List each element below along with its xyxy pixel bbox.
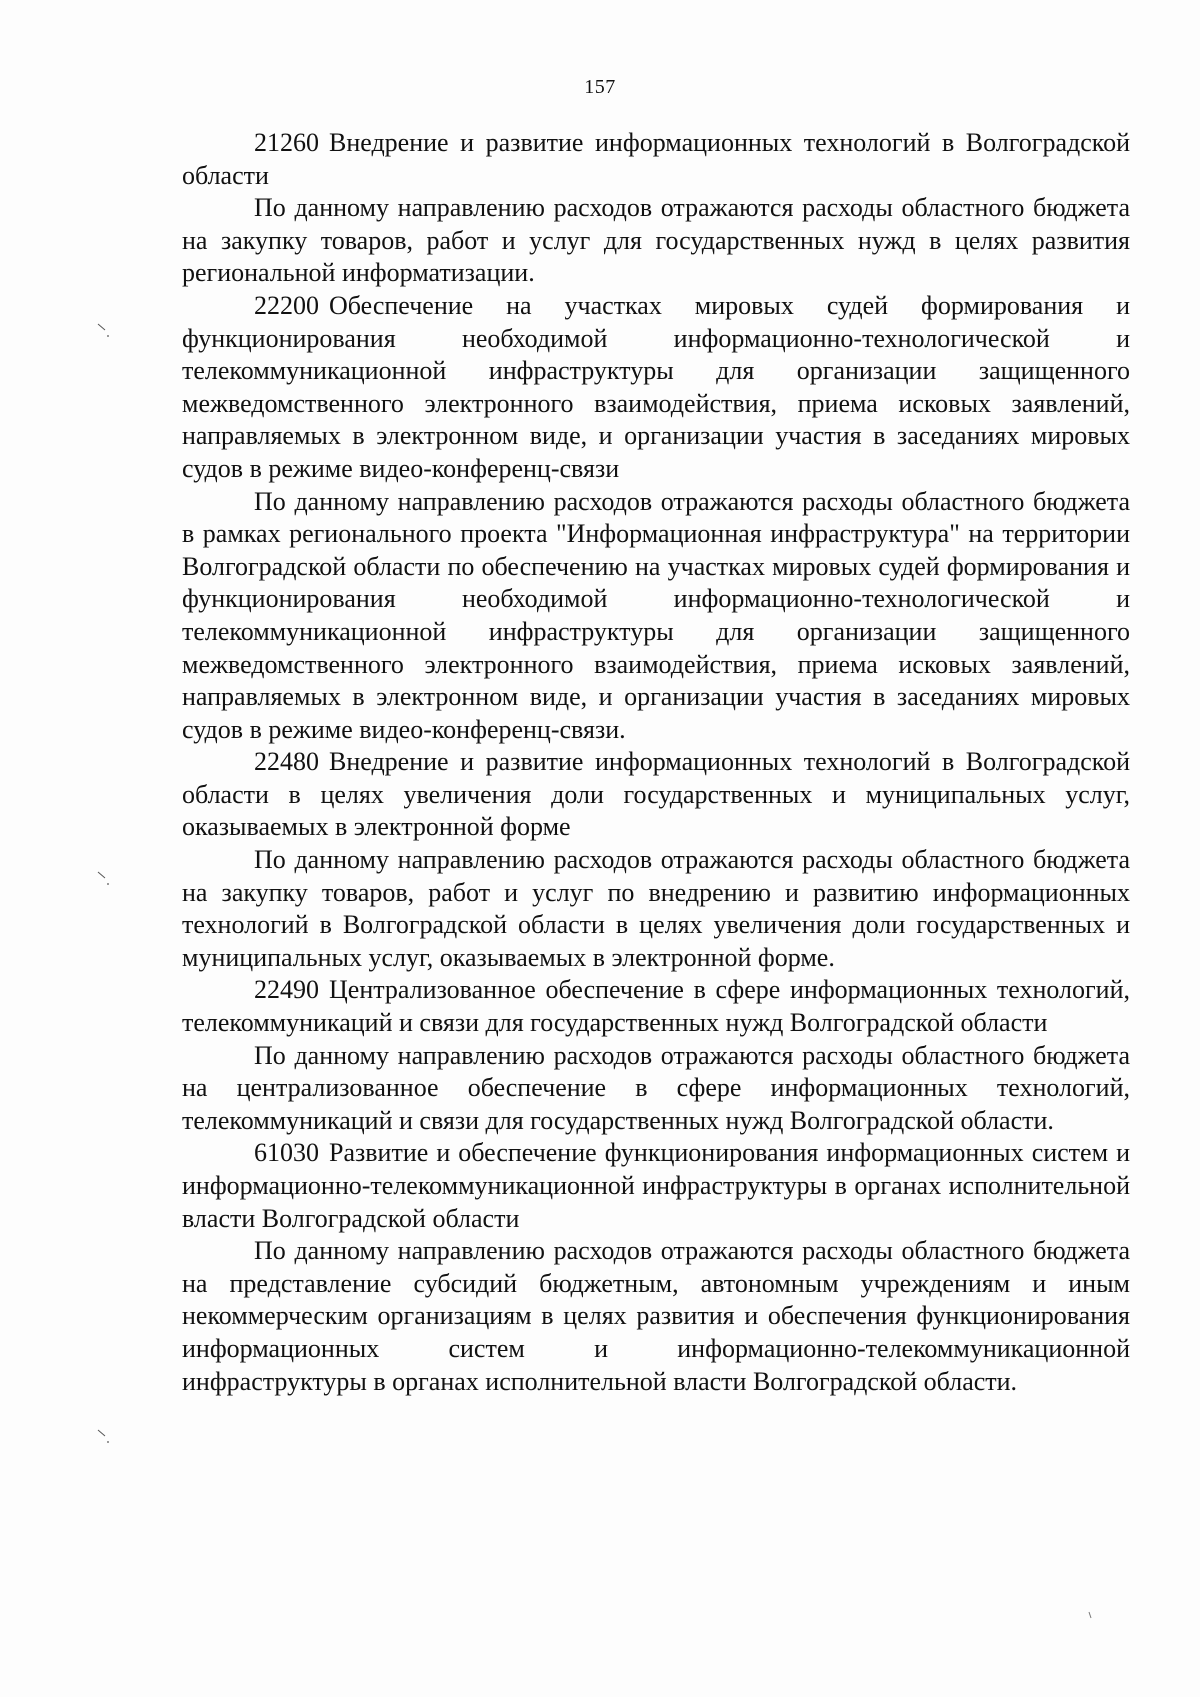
scan-artifact-mark — [97, 1428, 111, 1446]
section-heading — [182, 746, 1130, 844]
budget-code: 22480 — [254, 747, 319, 777]
section-description: По данному направлению расходов отражаются расходы областного бюджета на закупку товаров, работ и услуг по внедрению и развитию информационных технологий в Волгоградской области в целях увеличения доли государственных и муниципальных услуг, оказываемых в электронной форме. — [182, 845, 1130, 972]
section-description: По данному направлению расходов отражаются расходы областного бюджета на закупку товаров, работ и услуг для государственных нужд в целях развития региональной информатизации. — [182, 193, 1130, 288]
section-title: Централизованное обеспечение в сфере информационных технологий, телекоммуникаций и связи для государственных нужд Волгоградской области — [182, 975, 1130, 1038]
budget-code: 22200 — [254, 290, 319, 320]
section-description: По данному направлению расходов отражаются расходы областного бюджета на централизованное обеспечение в сфере информационных технологий, телекоммуникаций и связи для государственных нужд Волгоградской области. — [182, 1040, 1130, 1135]
scan-artifact-mark — [97, 870, 111, 888]
scan-artifact-mark — [97, 322, 111, 340]
section-title: Внедрение и развитие информационных технологий в Волгоградской области в целях увеличения доли государственных и муниципальных услуг, оказываемых в электронной форме — [182, 747, 1130, 842]
scan-artifact-mark — [1086, 1608, 1100, 1626]
section-title: Внедрение и развитие информационных технологий в Волгоградской области — [182, 128, 1130, 190]
document-body — [182, 127, 1130, 1398]
section-heading — [182, 127, 1130, 192]
budget-code: 22490 — [254, 975, 319, 1005]
section-title: Обеспечение на участках мировых судей формирования и функционирования необходимой информационно-технологической и телекоммуникационной инфраструктуры для организации защищенного межведомственного электронного взаимодействия, приема исковых заявлений, направляемых в электронном виде, и организации участия в заседаниях мировых судов в режиме видео-конференц-связи — [182, 290, 1130, 483]
section-heading — [182, 290, 1130, 486]
section-description: По данному направлению расходов отражаются расходы областного бюджета на представление субсидий бюджетным, автономным учреждениям и иным некоммерческим организациям в целях развития и обеспечения функционирования информационных систем и информационно-телекоммуникационной инфраструктуры в органах исполнительной власти Волгоградской области. — [182, 1236, 1130, 1396]
section-title: Развитие и обеспечение функционирования информационных систем и информационно-телекоммуникационной инфраструктуры в органах исполнительной власти Волгоградской области — [182, 1138, 1130, 1233]
section-description: По данному направлению расходов отражаются расходы областного бюджета в рамках регионального проекта "Информационная инфраструктура" на территории Волгоградской области по обеспечению на участках мировых судей формирования и функционирования необходимой информационно-технологической и телекоммуникационной инфраструктуры для организации защищенного межведомственного электронного взаимодействия, приема исковых заявлений, направляемых в электронном виде, и организации участия в заседаниях мировых судов в режиме видео-конференц-связи. — [182, 486, 1130, 744]
section-heading — [182, 974, 1130, 1039]
budget-code: 21260 — [254, 128, 319, 157]
section-heading — [182, 1137, 1130, 1235]
page-number: 157 — [584, 76, 616, 98]
budget-code: 61030 — [254, 1138, 319, 1168]
